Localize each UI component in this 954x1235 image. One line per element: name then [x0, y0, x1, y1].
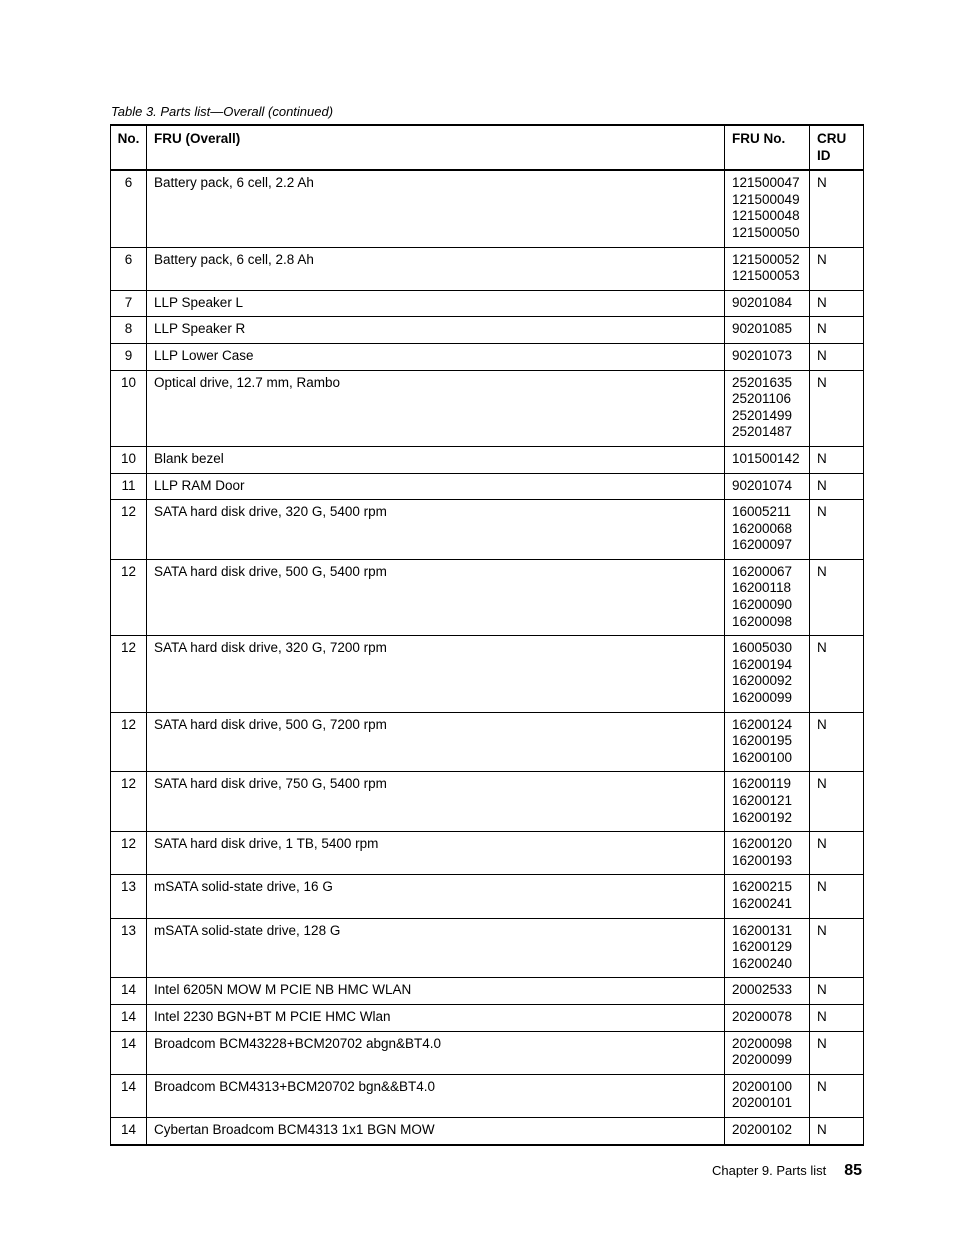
- table-row: [111, 446, 864, 473]
- cell-fru-description: mSATA solid-state drive, 16 G: [147, 875, 725, 918]
- fru-number: 16200124: [732, 716, 793, 732]
- cell-fru-description: SATA hard disk drive, 750 G, 5400 rpm: [147, 772, 725, 832]
- fru-number: 16200097: [732, 537, 793, 553]
- cell-fru-numbers: [725, 170, 810, 247]
- cell-fru-description: SATA hard disk drive, 500 G, 5400 rpm: [147, 559, 725, 635]
- table-row: [111, 247, 864, 290]
- cell-fru-description: Battery pack, 6 cell, 2.8 Ah: [147, 247, 725, 290]
- fru-number: 121500047: [732, 175, 800, 191]
- cell-fru-description: LLP RAM Door: [147, 473, 725, 500]
- table-row: [111, 918, 864, 978]
- cell-fru-numbers: [725, 772, 810, 832]
- table-row: [111, 1074, 864, 1117]
- cell-fru-description: SATA hard disk drive, 320 G, 7200 rpm: [147, 636, 725, 712]
- cell-fru-numbers: [725, 1117, 810, 1144]
- cell-cru-id: N: [810, 500, 864, 560]
- cell-fru-numbers: [725, 500, 810, 560]
- fru-number: 121500053: [732, 268, 800, 284]
- cell-fru-description: Broadcom BCM4313+BCM20702 bgn&&BT4.0: [147, 1074, 725, 1117]
- page-number: 85: [844, 1162, 862, 1179]
- header-fru-overall: FRU (Overall): [147, 125, 725, 170]
- table-row: [111, 772, 864, 832]
- fru-number: 101500142: [732, 450, 800, 466]
- table-row: [111, 1004, 864, 1031]
- fru-number: 90201073: [732, 347, 793, 363]
- cell-cru-id: N: [810, 370, 864, 446]
- cell-no: 6: [111, 247, 147, 290]
- cell-no: 10: [111, 370, 147, 446]
- cell-no: 12: [111, 712, 147, 772]
- fru-number: 121500049: [732, 191, 800, 207]
- cell-cru-id: N: [810, 1074, 864, 1117]
- header-fru-no: FRU No.: [725, 125, 810, 170]
- cell-no: 14: [111, 1031, 147, 1074]
- cell-cru-id: N: [810, 446, 864, 473]
- cell-fru-description: Optical drive, 12.7 mm, Rambo: [147, 370, 725, 446]
- fru-number: 90201084: [732, 294, 793, 310]
- cell-cru-id: N: [810, 978, 864, 1005]
- cell-cru-id: N: [810, 1004, 864, 1031]
- fru-number: 20002533: [732, 982, 793, 998]
- fru-number: 16200194: [732, 656, 793, 672]
- fru-number: 20200100: [732, 1078, 793, 1094]
- fru-number: 16200240: [732, 955, 793, 971]
- cell-fru-numbers: [725, 978, 810, 1005]
- table-row: [111, 170, 864, 247]
- fru-number: 16200120: [732, 836, 793, 852]
- cell-cru-id: N: [810, 317, 864, 344]
- cell-fru-numbers: [725, 1031, 810, 1074]
- cell-fru-description: SATA hard disk drive, 1 TB, 5400 rpm: [147, 832, 725, 875]
- cell-fru-numbers: [725, 559, 810, 635]
- fru-number: 20200099: [732, 1052, 793, 1068]
- table-row: [111, 473, 864, 500]
- cell-fru-numbers: [725, 712, 810, 772]
- fru-number: 16200193: [732, 852, 793, 868]
- cell-no: 12: [111, 832, 147, 875]
- parts-table-body: [111, 170, 864, 1144]
- table-row: [111, 290, 864, 317]
- cell-fru-numbers: [725, 290, 810, 317]
- cell-no: 12: [111, 500, 147, 560]
- cell-cru-id: N: [810, 875, 864, 918]
- cell-fru-description: Blank bezel: [147, 446, 725, 473]
- cell-fru-numbers: [725, 247, 810, 290]
- cell-no: 14: [111, 978, 147, 1005]
- header-no: No.: [111, 125, 147, 170]
- cell-fru-description: LLP Speaker L: [147, 290, 725, 317]
- fru-number: 25201499: [732, 407, 793, 423]
- fru-number: 16200099: [732, 690, 793, 706]
- cell-fru-numbers: [725, 918, 810, 978]
- table-row: [111, 343, 864, 370]
- cell-cru-id: N: [810, 473, 864, 500]
- cell-cru-id: N: [810, 170, 864, 247]
- cell-fru-description: LLP Speaker R: [147, 317, 725, 344]
- cell-no: 12: [111, 636, 147, 712]
- fru-number: 16200121: [732, 793, 793, 808]
- fru-number: 16200068: [732, 520, 793, 536]
- fru-number: 25201106: [732, 391, 792, 407]
- cell-cru-id: N: [810, 1031, 864, 1074]
- cell-no: 13: [111, 875, 147, 918]
- table-row: [111, 500, 864, 560]
- fru-number: 16200118: [732, 580, 792, 596]
- parts-table: [110, 124, 864, 1146]
- fru-number: 16005211: [732, 504, 792, 520]
- table-row: [111, 317, 864, 344]
- cell-fru-description: Intel 2230 BGN+BT M PCIE HMC Wlan: [147, 1004, 725, 1031]
- cell-fru-description: mSATA solid-state drive, 128 G: [147, 918, 725, 978]
- cell-cru-id: N: [810, 918, 864, 978]
- chapter-label: Chapter 9. Parts list: [712, 1163, 827, 1178]
- cell-fru-numbers: [725, 446, 810, 473]
- fru-number: 16200090: [732, 597, 793, 613]
- fru-number: 16200195: [732, 733, 793, 749]
- cell-no: 8: [111, 317, 147, 344]
- cell-no: 14: [111, 1004, 147, 1031]
- fru-number: 16200067: [732, 563, 793, 579]
- cell-cru-id: N: [810, 290, 864, 317]
- cell-fru-numbers: [725, 343, 810, 370]
- cell-fru-numbers: [725, 1074, 810, 1117]
- fru-number: 25201635: [732, 374, 793, 390]
- table-row: [111, 370, 864, 446]
- cell-cru-id: N: [810, 247, 864, 290]
- fru-number: 16200129: [732, 939, 793, 955]
- table-row: [111, 832, 864, 875]
- fru-number: 16200215: [732, 879, 793, 895]
- fru-number: 16005030: [732, 640, 793, 656]
- cell-no: 14: [111, 1074, 147, 1117]
- fru-number: 16200092: [732, 673, 793, 689]
- table-row: [111, 1117, 864, 1144]
- cell-fru-numbers: [725, 473, 810, 500]
- cell-fru-numbers: [725, 875, 810, 918]
- table-row: [111, 636, 864, 712]
- cell-no: 12: [111, 559, 147, 635]
- fru-number: 25201487: [732, 424, 793, 440]
- fru-number: 121500052: [732, 251, 800, 267]
- table-row: [111, 875, 864, 918]
- table-row: [111, 1031, 864, 1074]
- page-footer: [712, 1162, 862, 1180]
- cell-cru-id: N: [810, 636, 864, 712]
- table-header-row: [111, 125, 864, 170]
- cell-fru-numbers: [725, 636, 810, 712]
- cell-no: 9: [111, 343, 147, 370]
- cell-fru-numbers: [725, 317, 810, 344]
- table-caption: Table 3. Parts list—Overall (continued): [111, 104, 334, 119]
- fru-number: 20200102: [732, 1121, 793, 1137]
- fru-number: 90201074: [732, 477, 793, 493]
- table-row: [111, 712, 864, 772]
- cell-fru-description: Cybertan Broadcom BCM4313 1x1 BGN MOW: [147, 1117, 725, 1144]
- cell-fru-description: Intel 6205N MOW M PCIE NB HMC WLAN: [147, 978, 725, 1005]
- cell-fru-description: Battery pack, 6 cell, 2.2 Ah: [147, 170, 725, 247]
- fru-number: 16200241: [732, 895, 793, 911]
- cell-cru-id: N: [810, 1117, 864, 1144]
- cell-no: 12: [111, 772, 147, 832]
- table-row: [111, 978, 864, 1005]
- fru-number: 20200101: [732, 1095, 793, 1111]
- cell-fru-description: SATA hard disk drive, 320 G, 5400 rpm: [147, 500, 725, 560]
- header-cru-id: CRU ID: [810, 125, 864, 170]
- cell-no: 7: [111, 290, 147, 317]
- fru-number: 16200100: [732, 749, 793, 765]
- table-row: [111, 559, 864, 635]
- cell-no: 6: [111, 170, 147, 247]
- cell-cru-id: N: [810, 343, 864, 370]
- fru-number: 90201085: [732, 321, 793, 337]
- cell-fru-description: Broadcom BCM43228+BCM20702 abgn&BT4.0: [147, 1031, 725, 1074]
- fru-number: 16200192: [732, 809, 793, 825]
- cell-cru-id: N: [810, 832, 864, 875]
- cell-fru-description: SATA hard disk drive, 500 G, 7200 rpm: [147, 712, 725, 772]
- fru-number: 20200098: [732, 1035, 793, 1051]
- fru-number: 121500048: [732, 208, 800, 224]
- fru-number: 20200078: [732, 1008, 793, 1024]
- cell-no: 14: [111, 1117, 147, 1144]
- cell-fru-numbers: [725, 1004, 810, 1031]
- cell-no: 13: [111, 918, 147, 978]
- cell-no: 10: [111, 446, 147, 473]
- fru-number: 16200131: [732, 922, 793, 938]
- cell-cru-id: N: [810, 772, 864, 832]
- fru-number: 16200098: [732, 613, 793, 629]
- fru-number: 16200119: [732, 776, 792, 792]
- cell-no: 11: [111, 473, 147, 500]
- cell-cru-id: N: [810, 559, 864, 635]
- cell-fru-numbers: [725, 370, 810, 446]
- cell-cru-id: N: [810, 712, 864, 772]
- cell-fru-description: LLP Lower Case: [147, 343, 725, 370]
- cell-fru-numbers: [725, 832, 810, 875]
- fru-number: 121500050: [732, 224, 800, 240]
